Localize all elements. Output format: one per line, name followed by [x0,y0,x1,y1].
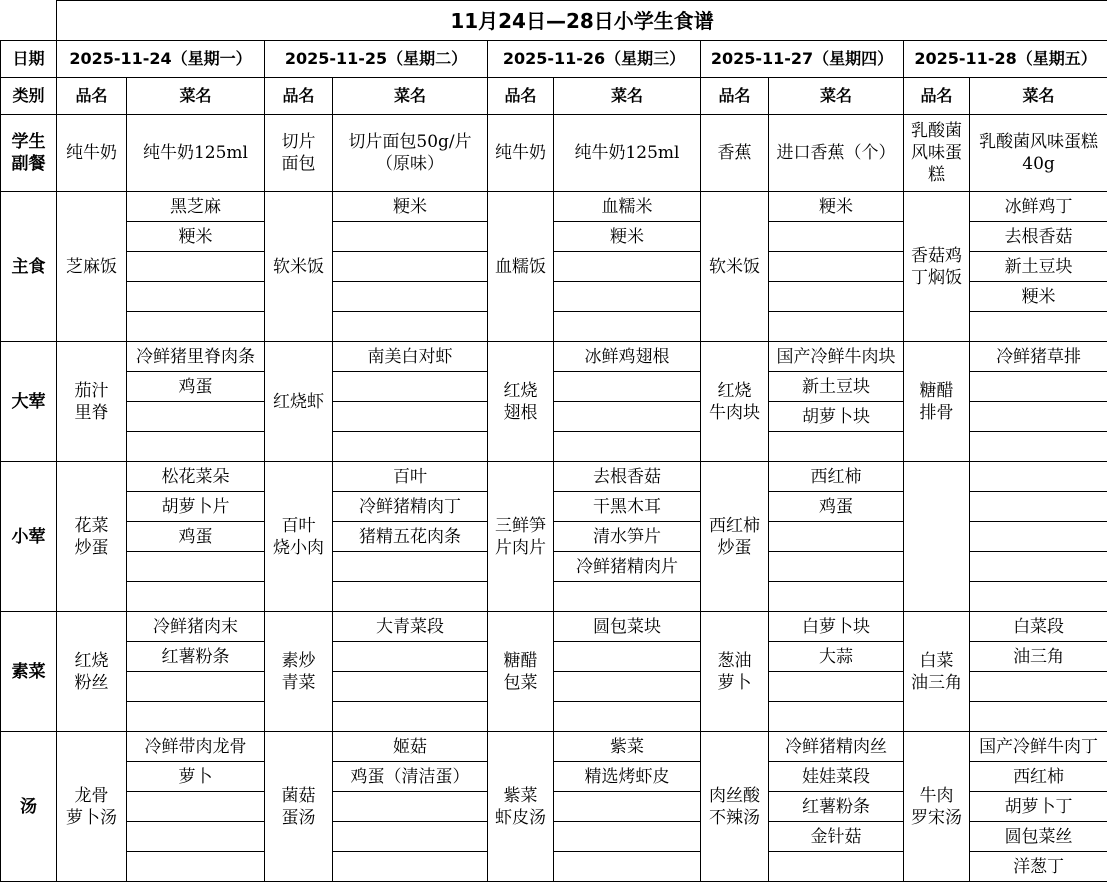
dish-cell [127,822,265,852]
item-header: 品名 [265,78,333,115]
dish-cell [769,552,904,582]
dish-cell: 冷鲜猪肉末 [127,612,265,642]
dish-cell [554,672,701,702]
dish-cell: 冷鲜猪里脊肉条 [127,342,265,372]
date-header: 2025-11-28（星期五） [904,41,1107,78]
dish-cell: 去根香菇 [970,222,1107,252]
item-cell: 红烧虾 [265,342,333,462]
item-cell: 软米饭 [265,192,333,342]
dish-header: 菜名 [333,78,488,115]
table-row [1,192,1107,222]
date-header: 2025-11-25（星期二） [265,41,488,78]
dish-cell [127,252,265,282]
dish-cell [970,552,1107,582]
meal-category: 汤 [1,732,57,882]
item-cell: 血糯饭 [488,192,554,342]
dish-cell: 圆包菜块 [554,612,701,642]
dish-cell: 黑芝麻 [127,192,265,222]
dish-cell [554,372,701,402]
item-cell: 纯牛奶 [488,115,554,192]
dish-cell: 胡萝卜丁 [970,792,1107,822]
item-header: 品名 [488,78,554,115]
item-cell: 糖醋 包菜 [488,612,554,732]
dish-cell: 冰鲜鸡丁 [970,192,1107,222]
dish-cell: 油三角 [970,642,1107,672]
date-header: 2025-11-24（星期一） [57,41,265,78]
category-header-row [1,78,1107,115]
dish-cell [769,252,904,282]
dish-cell: 百叶 [333,462,488,492]
dish-cell: 国产冷鲜牛肉块 [769,342,904,372]
item-cell: 百叶 烧小肉 [265,462,333,612]
dish-cell: 进口香蕉（个） [769,115,904,192]
title-row [1,1,1107,41]
dish-cell: 鸡蛋（清洁蛋） [333,762,488,792]
dish-cell: 白萝卜块 [769,612,904,642]
category-label: 类别 [1,78,57,115]
dish-cell [333,252,488,282]
dish-cell [769,852,904,882]
dish-header: 菜名 [769,78,904,115]
dish-cell: 粳米 [333,192,488,222]
meal-category: 学生 副餐 [1,115,57,192]
dish-cell [333,312,488,342]
table-row [1,612,1107,642]
dish-cell: 紫菜 [554,732,701,762]
dish-cell: 萝卜 [127,762,265,792]
dish-cell: 新土豆块 [769,372,904,402]
item-cell: 芝麻饭 [57,192,127,342]
dish-cell [127,312,265,342]
dish-cell [127,702,265,732]
dish-cell [333,822,488,852]
page-title: 11月24日—28日小学生食谱 [57,1,1107,41]
dish-cell [333,402,488,432]
meal-category: 大荤 [1,342,57,462]
date-header: 2025-11-27（星期四） [701,41,904,78]
table-row [1,462,1107,492]
item-cell: 肉丝酸 不辣汤 [701,732,769,882]
item-cell: 红烧 粉丝 [57,612,127,732]
dish-cell [970,522,1107,552]
dish-cell: 西红柿 [769,462,904,492]
dish-cell [970,492,1107,522]
dish-cell: 乳酸菌风味蛋糕 40g [970,115,1107,192]
item-cell: 纯牛奶 [57,115,127,192]
date-label: 日期 [1,41,57,78]
dish-cell [769,282,904,312]
meal-category: 小荤 [1,462,57,612]
dish-cell [554,402,701,432]
dish-cell: 冷鲜猪精肉丁 [333,492,488,522]
dish-cell [554,642,701,672]
meal-category: 素菜 [1,612,57,732]
dish-cell [769,582,904,612]
dish-cell [127,672,265,702]
dish-cell [769,702,904,732]
dish-cell [769,312,904,342]
dish-cell: 娃娃菜段 [769,762,904,792]
dish-cell [554,582,701,612]
dish-cell [127,552,265,582]
dish-cell [970,432,1107,462]
dish-cell: 纯牛奶125ml [554,115,701,192]
item-cell [904,462,970,612]
dish-cell [333,432,488,462]
table-row [1,732,1107,762]
dish-cell [127,792,265,822]
dish-cell: 圆包菜丝 [970,822,1107,852]
dish-cell: 冷鲜带肉龙骨 [127,732,265,762]
dish-cell [333,582,488,612]
item-cell: 茄汁 里脊 [57,342,127,462]
dish-cell [333,792,488,822]
dish-cell: 白菜段 [970,612,1107,642]
item-cell: 牛肉 罗宋汤 [904,732,970,882]
dish-header: 菜名 [127,78,265,115]
item-cell: 红烧 翅根 [488,342,554,462]
dish-cell [554,312,701,342]
dish-cell: 切片面包50g/片 （原味） [333,115,488,192]
dish-cell [333,702,488,732]
item-cell: 龙骨 萝卜汤 [57,732,127,882]
item-cell: 软米饭 [701,192,769,342]
dish-cell [769,432,904,462]
dish-cell: 去根香菇 [554,462,701,492]
dish-cell: 粳米 [970,282,1107,312]
dish-cell [970,312,1107,342]
item-cell: 紫菜 虾皮汤 [488,732,554,882]
dish-cell [970,702,1107,732]
item-cell: 葱油 萝卜 [701,612,769,732]
dish-cell [970,372,1107,402]
dish-cell: 洋葱丁 [970,852,1107,882]
item-header: 品名 [904,78,970,115]
dish-cell: 红薯粉条 [769,792,904,822]
dish-cell: 姬菇 [333,732,488,762]
dish-cell: 胡萝卜片 [127,492,265,522]
dish-cell: 鸡蛋 [127,372,265,402]
dish-cell: 粳米 [769,192,904,222]
item-cell: 糖醋 排骨 [904,342,970,462]
dish-cell [127,852,265,882]
dish-cell: 冷鲜猪草排 [970,342,1107,372]
dish-cell [769,222,904,252]
dish-cell: 南美白对虾 [333,342,488,372]
dish-cell [127,282,265,312]
dish-cell: 冰鲜鸡翅根 [554,342,701,372]
dish-cell: 清水笋片 [554,522,701,552]
item-cell: 素炒 青菜 [265,612,333,732]
dish-cell [554,822,701,852]
dish-cell: 粳米 [127,222,265,252]
dish-cell: 大青菜段 [333,612,488,642]
dish-cell: 猪精五花肉条 [333,522,488,552]
dish-cell [554,432,701,462]
dish-cell [970,672,1107,702]
dish-cell: 冷鲜猪精肉片 [554,552,701,582]
dish-cell: 国产冷鲜牛肉丁 [970,732,1107,762]
dish-cell [127,402,265,432]
dish-cell [333,222,488,252]
date-row [1,41,1107,78]
dish-cell: 西红柿 [970,762,1107,792]
dish-cell [970,402,1107,432]
item-cell: 西红柿 炒蛋 [701,462,769,612]
dish-header: 菜名 [970,78,1107,115]
item-header: 品名 [57,78,127,115]
dish-cell [127,432,265,462]
dish-cell [554,282,701,312]
dish-header: 菜名 [554,78,701,115]
dish-cell [333,552,488,582]
dish-cell: 精选烤虾皮 [554,762,701,792]
table-row [1,115,1107,192]
dish-cell [127,582,265,612]
dish-cell [333,672,488,702]
item-cell: 切片 面包 [265,115,333,192]
dish-cell [554,792,701,822]
dish-cell [970,462,1107,492]
dish-cell [970,582,1107,612]
meal-category: 主食 [1,192,57,342]
dish-cell: 冷鲜猪精肉丝 [769,732,904,762]
dish-cell [769,522,904,552]
item-cell: 红烧 牛肉块 [701,342,769,462]
dish-cell [333,372,488,402]
dish-cell: 金针菇 [769,822,904,852]
dish-cell: 胡萝卜块 [769,402,904,432]
dish-cell: 血糯米 [554,192,701,222]
dish-cell: 纯牛奶125ml [127,115,265,192]
dish-cell [554,702,701,732]
item-cell: 菌菇 蛋汤 [265,732,333,882]
dish-cell: 红薯粉条 [127,642,265,672]
corner-cell [1,1,57,41]
dish-cell [333,642,488,672]
dish-cell: 鸡蛋 [769,492,904,522]
item-cell: 白菜 油三角 [904,612,970,732]
item-cell: 香蕉 [701,115,769,192]
dish-cell [333,852,488,882]
dish-cell: 大蒜 [769,642,904,672]
item-cell: 花菜 炒蛋 [57,462,127,612]
dish-cell: 松花菜朵 [127,462,265,492]
dish-cell [554,252,701,282]
item-cell: 香菇鸡 丁焖饭 [904,192,970,342]
dish-cell: 粳米 [554,222,701,252]
dish-cell [554,852,701,882]
dish-cell [769,672,904,702]
table-row [1,342,1107,372]
dish-cell: 新土豆块 [970,252,1107,282]
item-cell: 乳酸菌 风味蛋 糕 [904,115,970,192]
dish-cell: 干黑木耳 [554,492,701,522]
dish-cell [333,282,488,312]
dish-cell: 鸡蛋 [127,522,265,552]
date-header: 2025-11-26（星期三） [488,41,701,78]
item-cell: 三鲜笋 片肉片 [488,462,554,612]
item-header: 品名 [701,78,769,115]
